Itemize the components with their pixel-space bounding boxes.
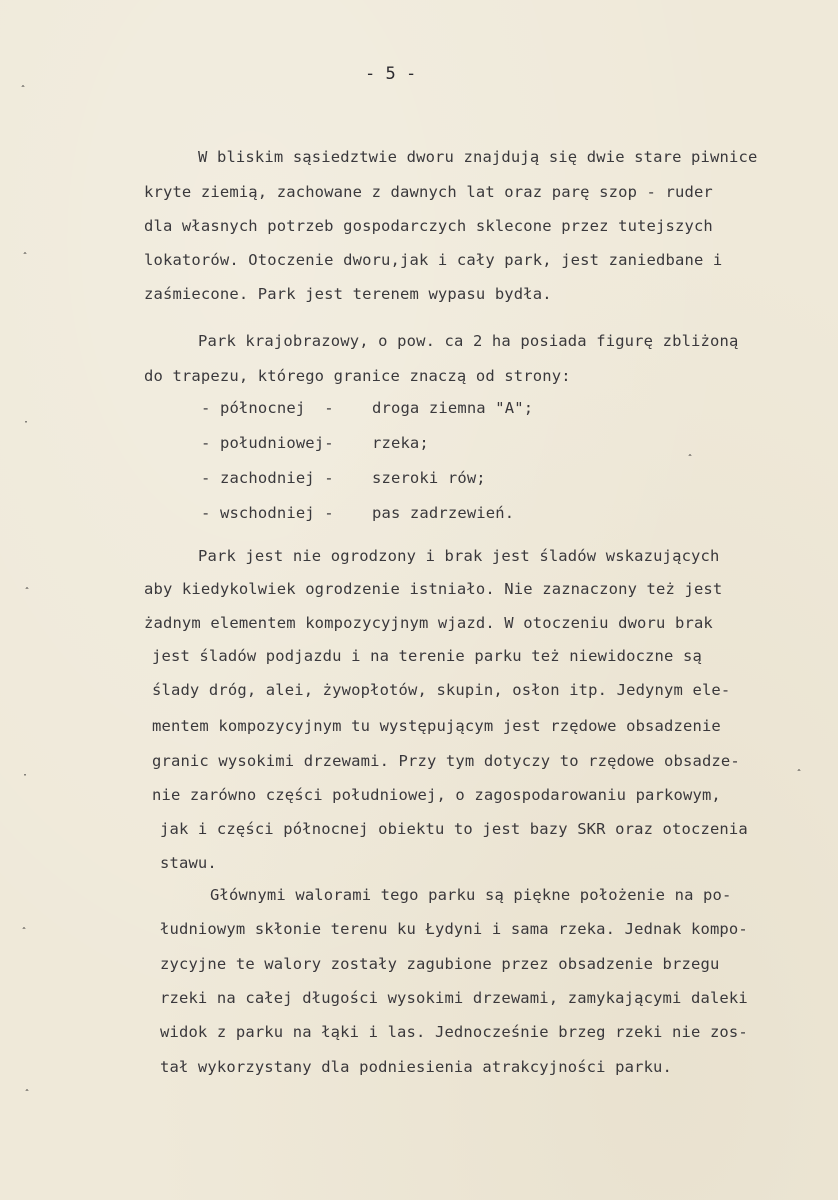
boundary-side: - wschodniej - [201,504,334,522]
paragraph-1-line: zaśmiecone. Park jest terenem wypasu bydła. [144,285,552,303]
paragraph-1-line: W bliskim sąsiedztwie dworu znajdują się dwie stare piwnice [198,148,758,166]
paragraph-2-line: do trapezu, którego granice znaczą od strony: [144,367,571,385]
paragraph-3-line: stawu. [160,854,217,872]
margin-mark: ˆ [21,927,28,938]
paragraph-4-line: zycyjne te walory zostały zagubione przez obsadzenie brzegu [160,955,720,973]
boundary-description: rzeka; [372,434,429,452]
paragraph-3-line: żadnym elementem kompozycyjnym wjazd. W otoczeniu dworu brak [144,614,713,632]
margin-mark: ˆ [796,769,803,780]
margin-mark: ˆ [687,454,694,465]
paragraph-3-line: ślady dróg, alei, żywopłotów, skupin, osłon itp. Jedynym ele- [152,681,731,699]
margin-mark: ˆ [24,587,31,598]
paragraph-3-line: nie zarówno części południowej, o zagospodarowaniu parkowym, [152,786,721,804]
boundary-description: szeroki rów; [372,469,486,487]
paragraph-3-line: aby kiedykolwiek ogrodzenie istniało. Nie zaznaczony też jest [144,580,723,598]
boundary-description: pas zadrzewień. [372,504,515,522]
paragraph-4-line: Głównymi walorami tego parku są piękne położenie na po- [210,886,732,904]
paragraph-1-line: kryte ziemią, zachowane z dawnych lat oraz parę szop - ruder [144,183,713,201]
boundary-side: - zachodniej - [201,469,334,487]
paragraph-3-line: Park jest nie ogrodzony i brak jest śladów wskazujących [198,547,720,565]
paragraph-3-line: jest śladów podjazdu i na terenie parku też niewidoczne są [152,647,702,665]
boundary-description: droga ziemna "A"; [372,399,534,417]
margin-mark: ˆ [22,252,29,263]
paragraph-2-line: Park krajobrazowy, o pow. ca 2 ha posiada figurę zbliżoną [198,332,739,350]
margin-mark: · [22,770,29,781]
paragraph-4-line: rzeki na całej długości wysokimi drzewami, zamykającymi daleki [160,989,748,1007]
paragraph-1-line: dla własnych potrzeb gospodarczych sklecone przez tutejszych [144,217,713,235]
margin-mark: ˆ [20,85,27,96]
page-number: - 5 - [365,64,417,84]
paragraph-3-line: granic wysokimi drzewami. Przy tym dotyczy to rzędowe obsadze- [152,752,740,770]
margin-mark: ˆ [24,1089,31,1100]
paragraph-3-line: mentem kompozycyjnym tu występującym jest rzędowe obsadzenie [152,717,721,735]
paragraph-1-line: lokatorów. Otoczenie dworu,jak i cały park, jest zaniedbane i [144,251,723,269]
paragraph-4-line: widok z parku na łąki i las. Jednocześnie brzeg rzeki nie zos- [160,1023,748,1041]
boundary-side: - północnej - [201,399,334,417]
paragraph-4-line: tał wykorzystany dla podniesienia atrakcyjności parku. [160,1058,673,1076]
margin-mark: · [23,417,30,428]
boundary-side: - południowej- [201,434,334,452]
paragraph-4-line: łudniowym skłonie terenu ku Łydyni i sama rzeka. Jednak kompo- [160,920,748,938]
paragraph-3-line: jak i części północnej obiektu to jest bazy SKR oraz otoczenia [160,820,748,838]
